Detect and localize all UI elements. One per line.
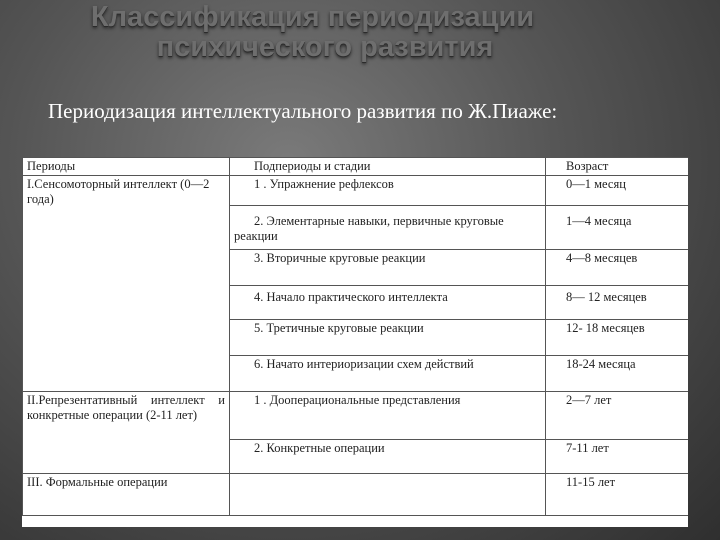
age-cell: 7-11 лет xyxy=(546,440,689,474)
stage-cell: 4. Начало практического интеллекта xyxy=(230,286,546,320)
stage-text: 6. Начато интериоризации схем действий xyxy=(254,357,474,371)
table-row xyxy=(23,474,689,516)
stage-cell: 3. Вторичные круговые реакции xyxy=(230,250,546,286)
age-cell: 1—4 месяца xyxy=(546,206,689,250)
age-cell: 0—1 месяц xyxy=(546,176,689,206)
header-periods: Периоды xyxy=(23,158,230,176)
slide-subtitle: Периодизация интеллектуального развития по Ж.Пиаже: xyxy=(48,99,558,123)
age-cell: 8— 12 месяцев xyxy=(546,286,689,320)
stage-cell: 2. Конкретные операции xyxy=(230,440,546,474)
table-row xyxy=(23,176,689,206)
table-row xyxy=(23,392,689,440)
stage-cell: 1 . Упражнение рефлексов xyxy=(230,176,546,206)
piaget-periods-table xyxy=(22,157,688,516)
slide-title xyxy=(0,2,720,62)
stage-cell xyxy=(230,474,546,516)
header-stages: Подпериоды и стадии xyxy=(230,158,546,176)
age-cell: 4—8 месяцев xyxy=(546,250,689,286)
stage-cell: 1 . Дооперациональные представления xyxy=(230,392,546,440)
period-label: II.Репрезентативный интеллект и конкретные операции (2-11 лет) xyxy=(27,393,225,422)
stage-text: 2. Элементарные навыки, первичные круговые реакции xyxy=(234,214,504,243)
period-label: III. Формальные операции xyxy=(27,475,168,489)
period-label: I.Сенсомоторный интеллект (0—2 года) xyxy=(27,177,210,206)
table-image xyxy=(22,157,688,527)
age-cell: 18-24 месяца xyxy=(546,356,689,392)
slide-title-line-2: психического развития xyxy=(156,31,494,63)
table-header-row xyxy=(23,158,689,176)
period-cell xyxy=(23,176,230,392)
period-cell xyxy=(23,474,230,516)
stage-cell xyxy=(230,356,546,392)
age-cell: 11-15 лет xyxy=(546,474,689,516)
header-age: Возраст xyxy=(546,158,689,176)
age-cell: 12- 18 месяцев xyxy=(546,320,689,356)
stage-cell: 5. Третичные круговые реакции xyxy=(230,320,546,356)
stage-cell xyxy=(230,206,546,250)
slide-title-line-1: Классификация периодизации xyxy=(90,1,535,33)
age-cell: 2—7 лет xyxy=(546,392,689,440)
period-cell xyxy=(23,392,230,474)
